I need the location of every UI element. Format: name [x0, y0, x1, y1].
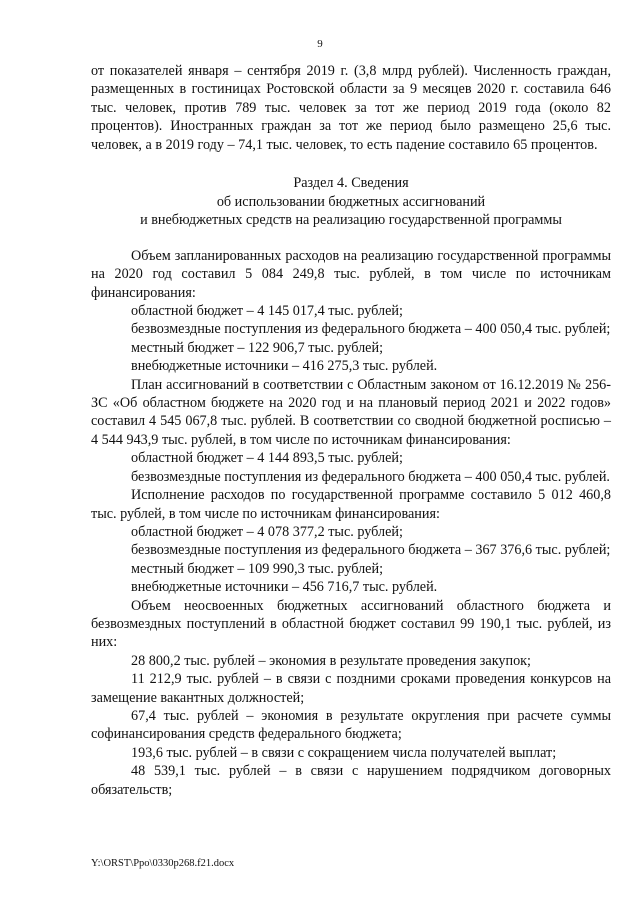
body-paragraph: безвозмездные поступления из федерального бюджета – 400 050,4 тыс. рублей. [131, 468, 610, 485]
body-paragraph: внебюджетные источники – 456 716,7 тыс. рублей. [131, 579, 438, 596]
intro-paragraph: от показателей января – сентября 2019 г. (3,8 млрд рублей). Численность граждан, размещенных в гостиницах Ростовской области за 9 месяцев 2020 г. составила 646 тыс. человек, против 789 тыс. человек за тот же период 2019 года (около 82 процентов). Иностранных граждан за тот же период было размещено 25,6 тыс. человек, а в 2019 году – 74,1 тыс. человек, то есть падение составило 65 процентов. [91, 63, 611, 153]
footer-file-path: Y:\ORST\Ppo\0330p268.f21.docx [91, 858, 235, 869]
body-paragraph: областной бюджет – 4 078 377,2 тыс. рублей; [131, 523, 403, 540]
body-paragraph: Исполнение расходов по государственной программе составило 5 012 460,8 тыс. рублей, в том числе по источникам финансирования: [91, 487, 611, 522]
page-number: 9 [317, 38, 323, 50]
body-paragraph: безвозмездные поступления из федерального бюджета – 400 050,4 тыс. рублей; [131, 321, 611, 338]
body-paragraph: местный бюджет – 122 906,7 тыс. рублей; [131, 339, 384, 356]
section-heading-line: об использовании бюджетных ассигнований [216, 193, 486, 210]
body-paragraph: Объем запланированных расходов на реализацию государственной программы на 2020 год составил 5 084 249,8 тыс. рублей, в том числе по источникам финансирования: [91, 247, 611, 301]
section-heading [91, 174, 611, 230]
body-paragraph: 48 539,1 тыс. рублей – в связи с нарушением подрядчиком договорных обязательств; [91, 763, 611, 798]
body-paragraph: безвозмездные поступления из федерального бюджета – 367 376,6 тыс. рублей; [131, 542, 611, 559]
section-heading-line: и внебюджетных средств на реализацию государственной программы [140, 212, 562, 229]
body-paragraph: областной бюджет – 4 144 893,5 тыс. рублей; [131, 450, 403, 467]
body-paragraph: местный бюджет – 109 990,3 тыс. рублей; [131, 560, 384, 577]
body-paragraph: Объем неосвоенных бюджетных ассигнований областного бюджета и безвозмездных поступлений в областной бюджет составил 99 190,1 тыс. рублей, из них: [91, 597, 611, 651]
body-paragraph: 11 212,9 тыс. рублей – в связи с поздними сроками проведения конкурсов на замещение вакантных должностей; [91, 671, 611, 706]
body-paragraph: 193,6 тыс. рублей – в связи с сокращением числа получателей выплат; [131, 744, 557, 761]
body-paragraph: План ассигнований в соответствии с Областным законом от 16.12.2019 № 256-ЗС «Об областном бюджете на 2020 год и на плановый период 2021 и 2022 годов» составил 4 545 067,8 тыс. рублей. В соответствии со сводной бюджетной росписью – 4 544 943,9 тыс. рублей, в том числе по источникам финансирования: [91, 376, 611, 448]
body-paragraph: внебюджетные источники – 416 275,3 тыс. рублей. [131, 358, 438, 375]
document-body [91, 62, 611, 799]
body-paragraph: областной бюджет – 4 145 017,4 тыс. рублей; [131, 303, 403, 320]
body-paragraph: 28 800,2 тыс. рублей – экономия в результате проведения закупок; [131, 652, 532, 669]
section-heading-line: Раздел 4. Сведения [293, 175, 409, 192]
body-paragraph: 67,4 тыс. рублей – экономия в результате округления при расчете суммы софинансирования средств федерального бюджета; [91, 707, 611, 743]
